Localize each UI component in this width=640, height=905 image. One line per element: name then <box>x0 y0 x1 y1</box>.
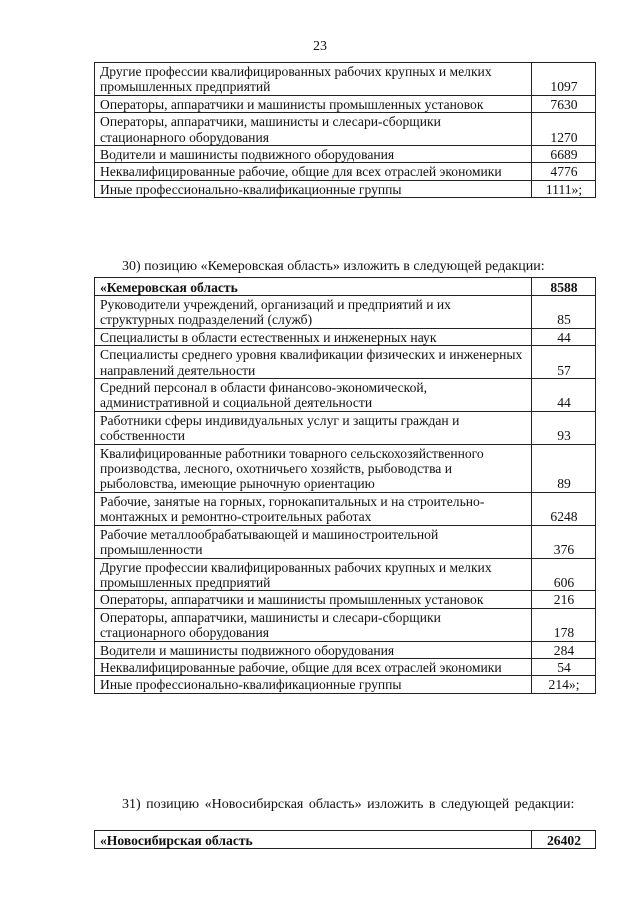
page-number: 23 <box>313 39 327 54</box>
occupation-group-value: 214»; <box>532 676 596 693</box>
region-name: «Новосибирская область <box>95 831 532 849</box>
table-row <box>95 146 596 163</box>
table-row <box>95 180 596 197</box>
table-row <box>95 608 596 641</box>
occupation-group-name: Специалисты в области естественных и инженерных наук <box>95 328 532 345</box>
table-row <box>95 95 596 112</box>
occupation-group-name: Руководители учреждений, организаций и предприятий и их структурных подразделений (служб) <box>95 296 532 329</box>
occupation-group-name: Работники сферы индивидуальных услуг и защиты граждан и собственности <box>95 411 532 444</box>
occupation-group-value: 1111»; <box>532 180 596 197</box>
occupation-group-value: 7630 <box>532 95 596 112</box>
occupation-group-name: Рабочие, занятые на горных, горнокапитальных и на строительно-монтажных и ремонтно-строительных работах <box>95 492 532 525</box>
occupation-group-name: Квалифицированные работники товарного сельскохозяйственного производства, лесного, охотничьего хозяйств, рыбоводства и рыболовства, имеющие рыночную ориентацию <box>95 444 532 492</box>
occupation-group-name: Водители и машинисты подвижного оборудования <box>95 146 532 163</box>
table-row <box>95 658 596 675</box>
table-row <box>95 676 596 693</box>
table-row <box>95 444 596 492</box>
occupation-group-name: Операторы, аппаратчики, машинисты и слесари-сборщики стационарного оборудования <box>95 608 532 641</box>
occupation-group-value: 376 <box>532 525 596 558</box>
region-total: 26402 <box>532 831 596 849</box>
region-name: «Кемеровская область <box>95 278 532 296</box>
occupation-group-value: 178 <box>532 608 596 641</box>
table-header-row <box>95 831 596 849</box>
occupation-group-name: Операторы, аппаратчики и машинисты промышленных установок <box>95 95 532 112</box>
occupation-group-name: Другие профессии квалифицированных рабочих крупных и мелких промышленных предприятий <box>95 63 532 96</box>
occupation-table-previous <box>94 62 596 198</box>
table-header-row <box>95 278 596 296</box>
occupation-group-name: Операторы, аппаратчики, машинисты и слесари-сборщики стационарного оборудования <box>95 113 532 146</box>
occupation-group-value: 606 <box>532 558 596 591</box>
table-row <box>95 525 596 558</box>
occupation-group-value: 4776 <box>532 163 596 180</box>
occupation-table-novosibirsk <box>94 830 596 849</box>
paragraph-31: 31) позицию «Новосибирская область» изложить в следующей редакции: <box>122 797 575 812</box>
occupation-table-kemerovo <box>94 277 596 694</box>
occupation-group-value: 57 <box>532 346 596 379</box>
table-row <box>95 163 596 180</box>
occupation-group-name: Рабочие металлообрабатывающей и машиностроительной промышленности <box>95 525 532 558</box>
table-row <box>95 558 596 591</box>
occupation-group-name: Иные профессионально-квалификационные группы <box>95 180 532 197</box>
occupation-group-value: 93 <box>532 411 596 444</box>
occupation-group-value: 54 <box>532 658 596 675</box>
table-row <box>95 328 596 345</box>
occupation-group-value: 1097 <box>532 63 596 96</box>
table-row <box>95 411 596 444</box>
occupation-group-value: 89 <box>532 444 596 492</box>
occupation-group-name: Иные профессионально-квалификационные группы <box>95 676 532 693</box>
occupation-group-value: 216 <box>532 591 596 608</box>
table-row <box>95 296 596 329</box>
occupation-group-value: 1270 <box>532 113 596 146</box>
occupation-group-name: Водители и машинисты подвижного оборудования <box>95 641 532 658</box>
table-row <box>95 492 596 525</box>
table-row <box>95 63 596 96</box>
paragraph-30: 30) позицию «Кемеровская область» изложить в следующей редакции: <box>122 259 545 274</box>
table-row <box>95 379 596 412</box>
occupation-group-name: Другие профессии квалифицированных рабочих крупных и мелких промышленных предприятий <box>95 558 532 591</box>
occupation-group-name: Операторы, аппаратчики и машинисты промышленных установок <box>95 591 532 608</box>
region-total: 8588 <box>532 278 596 296</box>
occupation-group-value: 6248 <box>532 492 596 525</box>
occupation-group-name: Средний персонал в области финансово-экономической, административной и социальной деятельности <box>95 379 532 412</box>
occupation-group-value: 85 <box>532 296 596 329</box>
occupation-group-value: 284 <box>532 641 596 658</box>
occupation-group-name: Неквалифицированные рабочие, общие для всех отраслей экономики <box>95 163 532 180</box>
occupation-group-value: 44 <box>532 379 596 412</box>
occupation-group-name: Специалисты среднего уровня квалификации физических и инженерных направлений деятельности <box>95 346 532 379</box>
occupation-group-value: 6689 <box>532 146 596 163</box>
table-row <box>95 346 596 379</box>
table-row <box>95 113 596 146</box>
occupation-group-name: Неквалифицированные рабочие, общие для всех отраслей экономики <box>95 658 532 675</box>
table-row <box>95 641 596 658</box>
occupation-group-value: 44 <box>532 328 596 345</box>
table-row <box>95 591 596 608</box>
